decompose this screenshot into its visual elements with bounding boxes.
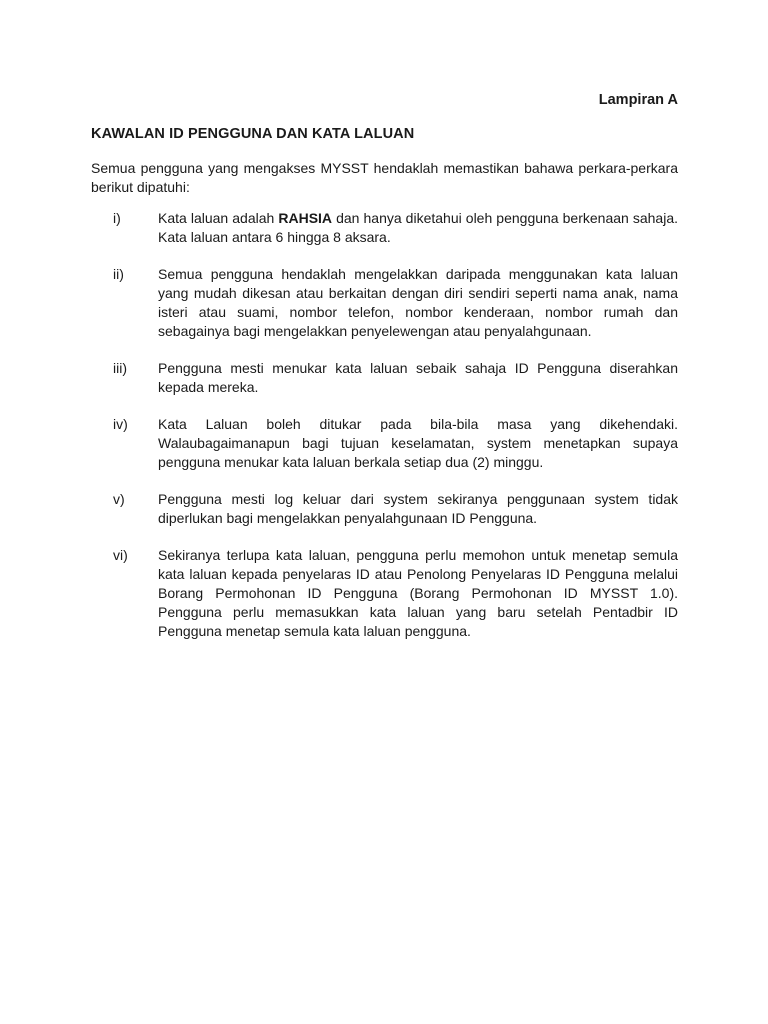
item-number: iii)	[113, 360, 127, 376]
item-text: Pengguna mesti log keluar dari system sekiranya penggunaan system tidak diperlukan bagi mengelakkan penyalahgunaan ID Pengguna.	[158, 491, 678, 526]
item-text-after: dan hanya diketahui oleh pengguna berkenaan sahaja. Kata laluan antara 6 hingga 8 aksara.	[158, 210, 678, 245]
document-page	[91, 0, 678, 1024]
item-text: Sekiranya terlupa kata laluan, pengguna perlu memohon untuk menetap semula kata laluan kepada penyelaras ID atau Penolong Penyelaras ID Pengguna melalui Borang Permohonan ID Pengguna (Borang Permohonan ID MYSST 1.0). Pengguna perlu memasukkan kata laluan yang baru setelah Pentadbir ID Pengguna menetap semula kata laluan pengguna.	[158, 547, 678, 639]
item-text: Pengguna mesti menukar kata laluan sebaik sahaja ID Pengguna diserahkan kepada mereka.	[158, 360, 678, 395]
item-number: i)	[113, 210, 121, 226]
list-item	[91, 209, 678, 247]
item-text-bold: RAHSIA	[278, 210, 333, 226]
item-number: v)	[113, 491, 125, 507]
item-text	[158, 209, 678, 247]
intro-paragraph: Semua pengguna yang mengakses MYSST hendaklah memastikan bahawa perkara-perkara berikut dipatuhi:	[91, 160, 678, 195]
item-number: vi)	[113, 547, 128, 563]
list-item	[91, 490, 678, 528]
rules-list	[91, 209, 678, 659]
item-number: ii)	[113, 266, 124, 282]
list-item	[91, 415, 678, 472]
annex-label: Lampiran A	[598, 92, 678, 108]
document-title: KAWALAN ID PENGGUNA DAN KATA LALUAN	[91, 126, 415, 142]
list-item	[91, 546, 678, 641]
item-text-before: Kata laluan adalah	[158, 210, 279, 226]
item-number: iv)	[113, 416, 128, 432]
item-text: Semua pengguna hendaklah mengelakkan daripada menggunakan kata laluan yang mudah dikesan atau berkaitan dengan diri sendiri seperti nama anak, nama isteri atau suami, nombor telefon, nombor kenderaan, nombor rumah dan sebagainya bagi mengelakkan penyelewengan atau penyalahgunaan.	[158, 266, 678, 339]
list-item	[91, 265, 678, 341]
list-item	[91, 359, 678, 397]
item-text: Kata Laluan boleh ditukar pada bila-bila masa yang dikehendaki. Walaubagaimanapun bagi tujuan keselamatan, system menetapkan supaya pengguna menukar kata laluan berkala setiap dua (2) minggu.	[158, 416, 678, 470]
